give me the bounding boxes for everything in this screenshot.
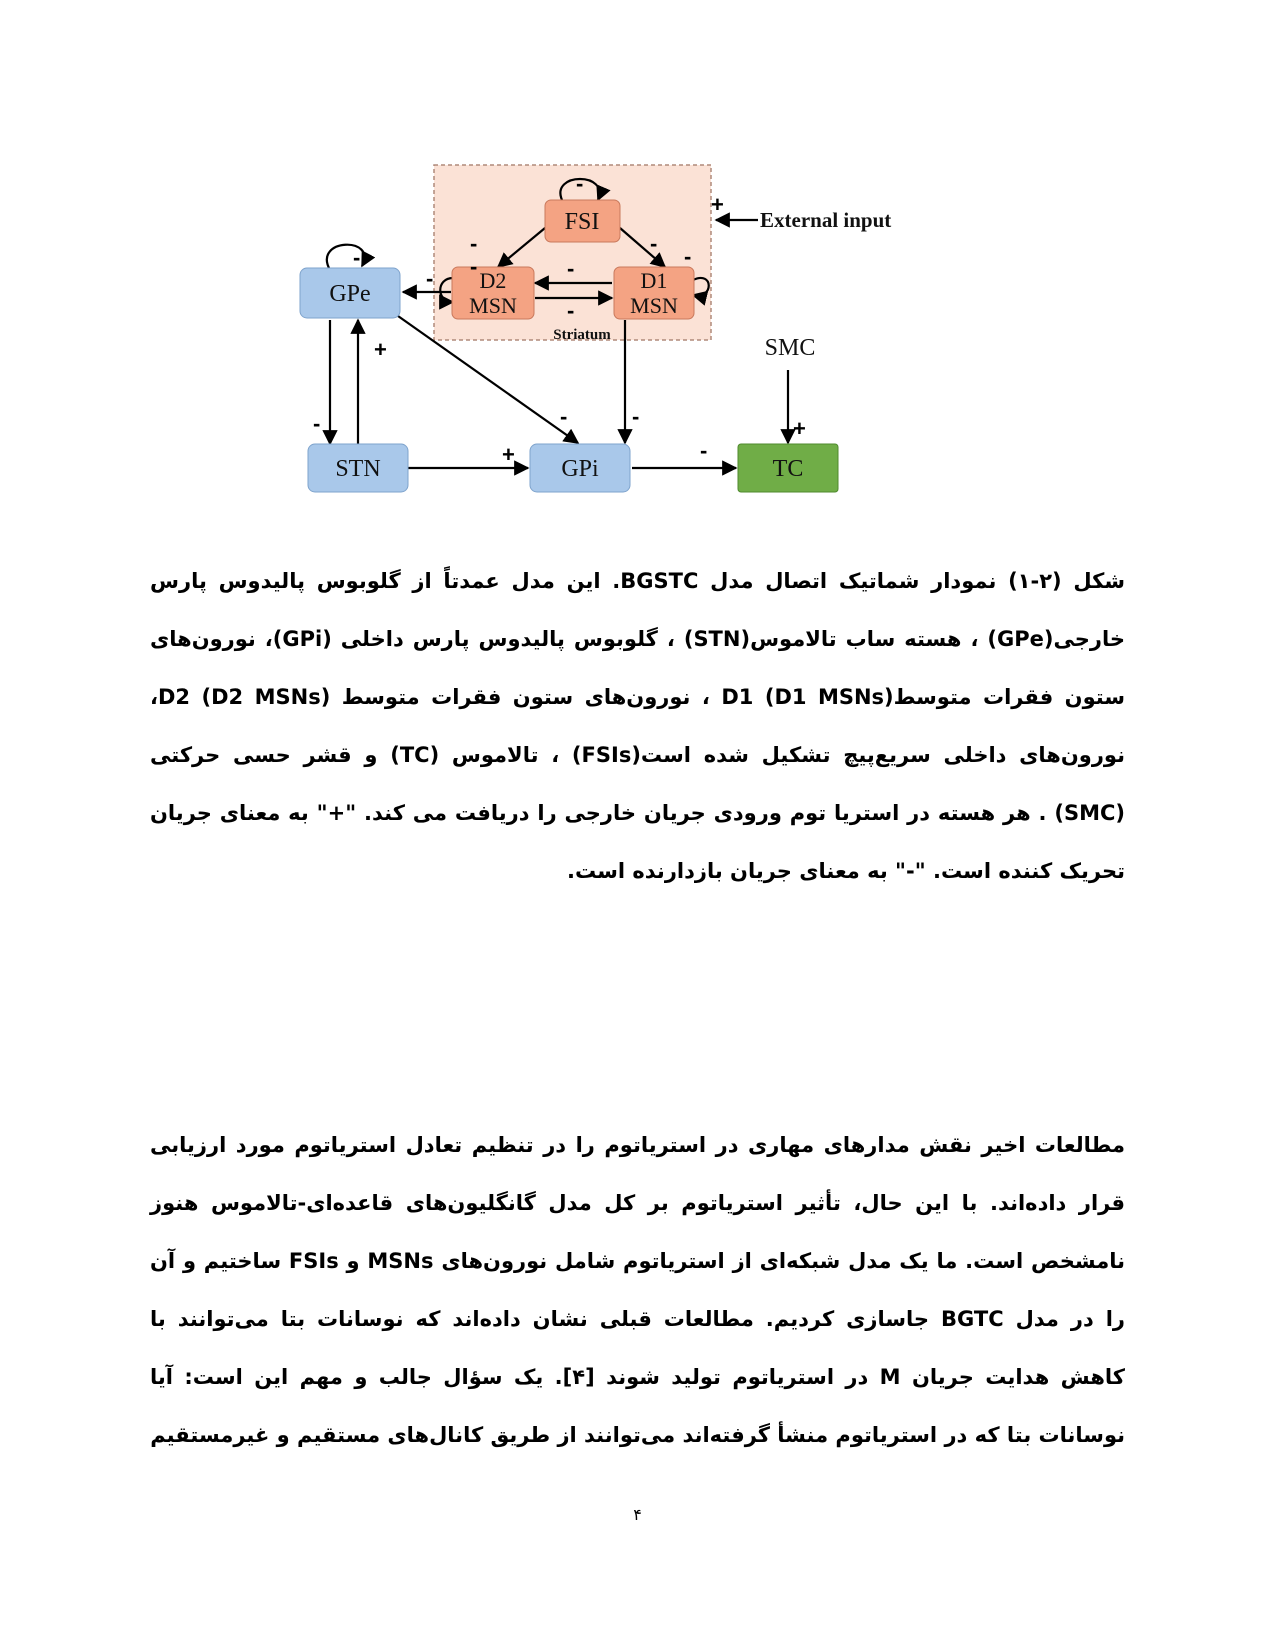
stn-label: STN xyxy=(335,456,381,482)
external-input-label: External input xyxy=(760,208,892,232)
gpi-label: GPi xyxy=(561,456,599,482)
tc-label: TC xyxy=(772,456,804,482)
sign-fsi-d2: - xyxy=(470,231,478,256)
gpe-label: GPe xyxy=(329,281,371,307)
smc-label: SMC xyxy=(764,335,816,361)
sign-d1-gpi: - xyxy=(632,404,640,429)
sign-external-input: + xyxy=(711,192,724,217)
sign-gpi-tc: - xyxy=(700,438,708,463)
d1-label-line1: D1 xyxy=(640,268,668,293)
sign-d2-gpe: - xyxy=(426,266,434,291)
d2-label-line2: MSN xyxy=(469,293,517,318)
d1-label-line2: MSN xyxy=(630,293,678,318)
striatum-label: Striatum xyxy=(553,327,611,343)
sign-d2-self: - xyxy=(470,254,478,279)
sign-gpe-stn: - xyxy=(313,411,321,436)
sign-d1-self: - xyxy=(684,244,692,269)
sign-gpe-self: - xyxy=(353,245,361,270)
page-number: ۴ xyxy=(633,1505,642,1524)
sign-fsi-self: - xyxy=(576,171,584,196)
body-paragraph: مطالعات اخیر نقش مدارهای مهاری در استریاتوم را در تنظیم تعادل استریاتوم مورد ارزیابی قرار داده‌اند. با این حال، تأثیر استریاتوم بر کل مدل گانگلیون‌های قاعده‌ای-تالاموس هنوز نامشخص است. ما یک مدل شبکه‌ای از استریاتوم شامل نورون‌های MSNs و FSIs ساختیم و آن را در مدل BGTC جاسازی کردیم. مطالعات قبلی نشان داده‌اند که نوسانات بتا می‌توانند با کاهش هدایت جریان M در استریاتوم تولید شوند [۴]. یک سؤال جالب و مهم این است: آیا نوسانات بتا که در استریاتوم منشأ گرفته‌اند می‌توانند از طریق کانال‌های مستقیم و غیرمستقیم xyxy=(150,1133,1125,1447)
sign-smc-tc: + xyxy=(793,416,806,441)
fsi-label: FSI xyxy=(564,209,600,235)
sign-stn-gpe: + xyxy=(374,337,387,362)
sign-d1-d2: - xyxy=(567,256,575,281)
figure-caption: شکل (۲-۱) نمودار شماتیک اتصال مدل BGSTC. این مدل عمدتاً از گلوبوس پالیدوس پارس خارجی(GPe) ، هسته ساب تالاموس(STN) ، گلوبوس پالیدوس پارس داخلی (GPi)، نورون‌های ستون فقرات متوسط(D1 MSNs) D1 ، نورون‌های ستون فقرات متوسط D2 (D2 MSNs)، نورون‌های داخلی سریع‌پیچ تشکیل شده است(FSIs) ، تالاموس (TC) و قشر حسی حرکتی (SMC) . هر هسته در استریا توم ورودی جریان خارجی را دریافت می کند. "+" به معنای جریان تحریک کننده است. "-" به معنای جریان بازدارنده است. xyxy=(150,569,1125,883)
sign-stn-gpi: + xyxy=(502,442,515,467)
sign-fsi-d1: - xyxy=(650,231,658,256)
d2-label-line1: D2 xyxy=(479,268,507,293)
sign-d2-d1: - xyxy=(567,298,575,323)
sign-gpe-gpi: - xyxy=(560,404,568,429)
bgstc-connectivity-diagram xyxy=(0,0,1275,520)
